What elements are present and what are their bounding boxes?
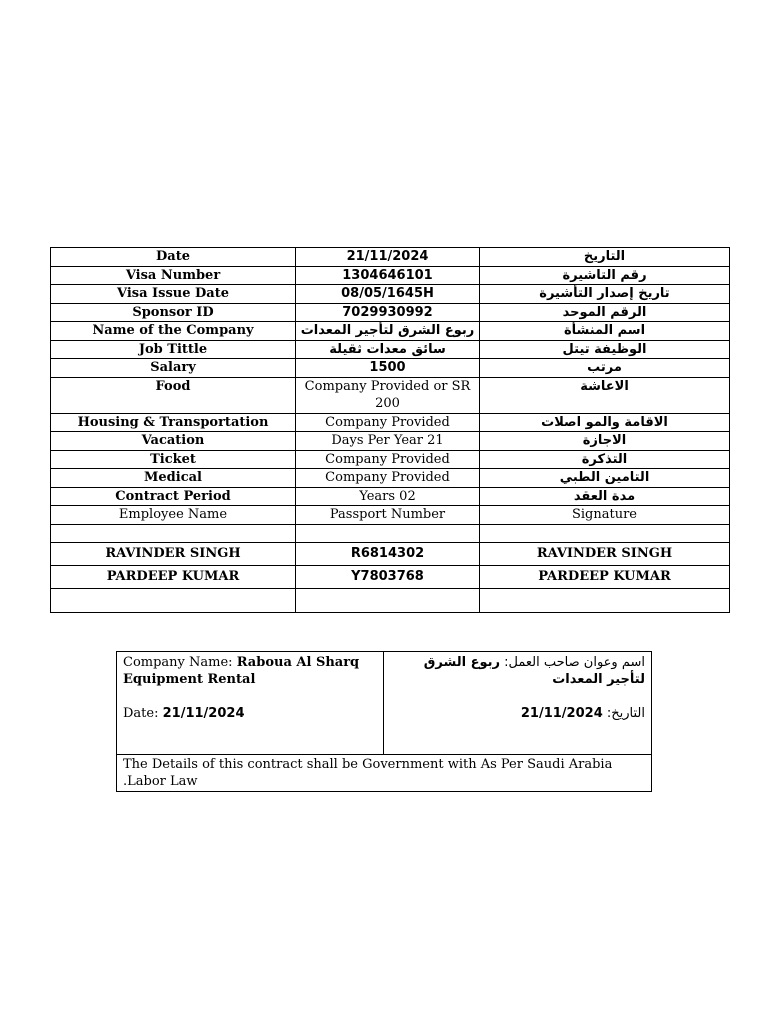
value-housing: Company Provided (296, 413, 480, 432)
company-name-label: Company Name: (123, 655, 233, 670)
arabic-date-label: التاريخ: (606, 706, 645, 721)
label-salary: Salary (51, 359, 296, 378)
company-info-row (117, 652, 652, 755)
arabic-company-line (390, 654, 645, 688)
company-date-label: Date: (123, 706, 159, 721)
employee-signature: PARDEEP KUMAR (480, 565, 730, 588)
label-food: Food (51, 377, 296, 413)
label-contract-period: Contract Period (51, 487, 296, 506)
company-signature-box (116, 651, 652, 792)
label-visa-number: Visa Number (51, 266, 296, 285)
value-job-title: سائق معدات ثقيلة (296, 340, 480, 359)
employee-name: PARDEEP KUMAR (51, 565, 296, 588)
label-sponsor-id: Sponsor ID (51, 303, 296, 322)
value-ticket: Company Provided (296, 450, 480, 469)
value-visa-issue-date: 08/05/1645H (296, 285, 480, 304)
row-housing (51, 413, 730, 432)
row-job-title (51, 340, 730, 359)
arabic-salary: مرتب (480, 359, 730, 378)
employee-name: RAVINDER SINGH (51, 542, 296, 565)
arabic-sponsor-id: الرقم الموحد (480, 303, 730, 322)
row-company-name (51, 322, 730, 341)
blank-row (51, 588, 730, 612)
row-vacation (51, 432, 730, 451)
company-date-value: 21/11/2024 (162, 706, 245, 721)
header-employee-name: Employee Name (51, 506, 296, 525)
arabic-contract-period: مدة العقد (480, 487, 730, 506)
arabic-date-value: 21/11/2024 (520, 706, 603, 721)
row-salary (51, 359, 730, 378)
blank-cell (480, 524, 730, 542)
arabic-food: الاعاشة (480, 377, 730, 413)
label-ticket: Ticket (51, 450, 296, 469)
value-contract-period: Years 02 (296, 487, 480, 506)
label-visa-issue-date: Visa Issue Date (51, 285, 296, 304)
label-medical: Medical (51, 469, 296, 488)
row-date (51, 248, 730, 267)
employee-signature: RAVINDER SINGH (480, 542, 730, 565)
arabic-date-line (390, 705, 645, 722)
company-name-line (123, 654, 377, 688)
contract-details-table (50, 247, 730, 613)
row-visa-issue-date (51, 285, 730, 304)
company-footer-row (117, 755, 652, 792)
header-passport-number: Passport Number (296, 506, 480, 525)
arabic-visa-number: رقم التاشيرة (480, 266, 730, 285)
arabic-company-name: اسم المنشأة (480, 322, 730, 341)
blank-cell (51, 524, 296, 542)
row-sponsor-id (51, 303, 730, 322)
label-job-title: Job Tittle (51, 340, 296, 359)
arabic-housing: الاقامة والمو اصلات (480, 413, 730, 432)
arabic-date: التاريخ (480, 248, 730, 267)
value-company-name: ربوع الشرق لتأجير المعدات (296, 322, 480, 341)
arabic-job-title: الوظيفة تيتل (480, 340, 730, 359)
blank-row (51, 524, 730, 542)
row-visa-number (51, 266, 730, 285)
arabic-visa-issue-date: تاريخ إصدار التأشيرة (480, 285, 730, 304)
blank-cell (296, 588, 480, 612)
company-info-arabic (384, 652, 652, 755)
employee-passport: R6814302 (296, 542, 480, 565)
row-ticket (51, 450, 730, 469)
row-medical (51, 469, 730, 488)
value-sponsor-id: 7029930992 (296, 303, 480, 322)
contract-footer-note: The Details of this contract shall be Government with As Per Saudi Arabia .Labor Law (117, 755, 652, 792)
employees-header-row (51, 506, 730, 525)
row-contract-period (51, 487, 730, 506)
blank-cell (51, 588, 296, 612)
arabic-vacation: الاجازة (480, 432, 730, 451)
company-name-value: Raboua Al Sharq Equipment Rental (123, 655, 360, 687)
arabic-company-label: اسم وعوان صاحب العمل: (504, 655, 645, 670)
value-medical: Company Provided (296, 469, 480, 488)
blank-cell (296, 524, 480, 542)
employee-passport: Y7803768 (296, 565, 480, 588)
label-company-name: Name of the Company (51, 322, 296, 341)
label-vacation: Vacation (51, 432, 296, 451)
company-date-line (123, 705, 377, 722)
label-date: Date (51, 248, 296, 267)
value-vacation: Days Per Year 21 (296, 432, 480, 451)
row-food (51, 377, 730, 413)
arabic-ticket: التذكرة (480, 450, 730, 469)
header-signature: Signature (480, 506, 730, 525)
company-info-english (117, 652, 384, 755)
blank-cell (480, 588, 730, 612)
value-salary: 1500 (296, 359, 480, 378)
arabic-company-value: ربوع الشرق لتأجير المعدات (423, 655, 645, 687)
value-visa-number: 1304646101 (296, 266, 480, 285)
value-food: Company Provided or SR 200 (296, 377, 480, 413)
arabic-medical: التامين الطبي (480, 469, 730, 488)
value-date: 21/11/2024 (296, 248, 480, 267)
label-housing: Housing & Transportation (51, 413, 296, 432)
employee-row (51, 542, 730, 565)
employee-row (51, 565, 730, 588)
